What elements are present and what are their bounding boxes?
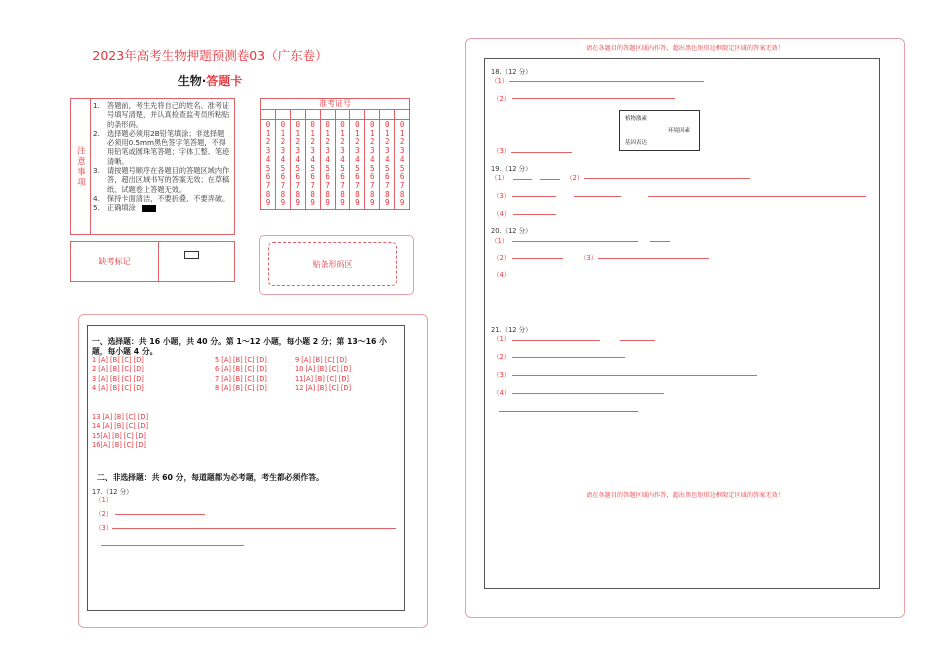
admission-digit-bubble[interactable]: 3 [355,146,360,156]
admission-digit-bubble[interactable]: 9 [280,198,286,208]
q18-part2: （2） [493,95,511,103]
admission-digit-bubble[interactable]: 7 [280,180,286,190]
admission-write-cell[interactable] [336,110,351,119]
admission-digit-bubble[interactable]: 3 [325,146,330,156]
admission-digit-bubble[interactable]: 9 [399,198,405,208]
admission-digit-bubble[interactable]: 0 [265,120,271,129]
admission-digit-bubble[interactable]: 0 [310,120,315,129]
admission-digit-bubble[interactable]: 8 [295,189,301,199]
q17-answer-line[interactable] [101,545,244,546]
admission-digit-bubble[interactable]: 9 [310,198,315,208]
admission-digit-bubble[interactable]: 4 [340,154,345,164]
q21-answer-line[interactable] [499,411,638,412]
mc-column-3 [295,356,351,394]
notes-item: 5. 正确填涂 [93,203,230,212]
q19-part1: （1） [491,174,509,182]
admission-digit-bubble[interactable]: 9 [384,198,390,208]
admission-digit-bubble[interactable]: 3 [295,146,301,156]
q20-answer-line[interactable] [512,258,563,259]
admission-digit-bubble[interactable]: 5 [384,163,390,173]
admission-digit-bubble[interactable]: 2 [295,137,301,147]
section1-heading: 一、选择题：共 16 小题，共 40 分。第 1～12 小题，每小题 2 分；第 13～16 小题，每小题 4 分。 [92,337,387,356]
mc-row[interactable]: 12 [A] [B] [C] [D] [295,384,352,393]
admission-digit-bubble[interactable]: 3 [384,146,390,156]
q20-answer-line[interactable] [512,241,638,242]
admission-write-cell[interactable] [261,110,276,119]
q21-answer-line[interactable] [512,357,625,358]
admission-digit-bubble[interactable]: 2 [384,137,390,147]
admission-digit-bubble[interactable]: 5 [310,163,315,173]
admission-digit-bubble[interactable]: 9 [295,198,301,208]
mc-row[interactable]: 9 [A] [B] [C] [D] [295,356,347,364]
admission-digit-bubble[interactable]: 3 [340,146,345,156]
admission-write-cell[interactable] [276,110,291,119]
mc-row[interactable]: 11[A] [B] [C] [D] [295,374,349,383]
mc-row[interactable]: 10 [A] [B] [C] [D] [295,365,352,374]
admission-digit-bubble[interactable]: 4 [399,154,405,164]
admission-digit-bubble[interactable]: 1 [370,128,375,138]
admission-digit-bubble[interactable]: 2 [399,137,405,147]
card-label: 答题卡 [206,74,243,88]
admission-digit-column [395,120,409,209]
admission-digit-bubble[interactable]: 6 [340,172,345,182]
admission-digit-bubble[interactable]: 8 [384,189,390,199]
admission-digit-bubble[interactable]: 8 [280,189,286,199]
admission-digit-bubble[interactable]: 0 [295,120,301,129]
q19-answer-line[interactable] [513,179,532,180]
admission-digit-bubble[interactable]: 1 [280,128,286,138]
admission-digit-bubble[interactable]: 7 [295,180,301,190]
subject-label: 生物 [177,74,202,88]
q18-label: 18.（12 分） [491,68,532,76]
mc-row[interactable]: 14 [A] [B] [C] [D] [92,422,149,431]
mc-column-2 [215,356,267,394]
admission-write-cell[interactable] [291,110,306,119]
notes-side-label: 注意事项 [75,145,86,188]
q21-part2: （2） [493,353,511,361]
admission-digit-bubble[interactable]: 2 [370,137,375,147]
admission-digit-bubble[interactable]: 8 [265,189,271,199]
notes-side [71,99,91,234]
mc-row[interactable]: 5 [A] [B] [C] [D] [215,356,267,364]
admission-digit-bubble[interactable]: 0 [340,120,345,129]
mc-row[interactable]: 2 [A] [B] [C] [D] [92,365,144,374]
admission-digit-bubble[interactable]: 7 [310,180,315,190]
admission-digit-bubble[interactable]: 4 [280,154,286,164]
admission-digit-bubble[interactable]: 5 [280,163,286,173]
admission-digit-bubble[interactable]: 9 [370,198,375,208]
q19-answer-line[interactable] [648,196,866,197]
q19-label: 19.（12 分） [491,165,532,173]
barcode-label: 贴条形码区 [268,242,397,286]
admission-digit-bubble[interactable]: 5 [399,163,405,173]
q21-part4: （4） [493,389,511,397]
admission-digit-bubble[interactable]: 3 [280,146,286,156]
q21-answer-line[interactable] [512,340,600,341]
q21-part1: （1） [493,335,511,343]
admission-label: 准考证号 [261,99,409,110]
diagram-label-gene: 基因表达 [625,140,648,146]
barcode-area [259,235,414,295]
admission-digit-bubble[interactable]: 7 [325,180,330,190]
q18-part3: （3） [493,147,511,155]
admission-digit-bubble[interactable]: 2 [325,137,330,147]
card-subtitle [60,72,360,89]
admission-digit-bubble[interactable]: 5 [355,163,360,173]
admission-digit-bubble[interactable]: 4 [370,154,375,164]
admission-write-cell[interactable] [365,110,380,119]
admission-digit-bubble[interactable]: 1 [265,128,271,138]
q21-answer-line[interactable] [620,340,655,341]
admission-digit-bubble[interactable]: 6 [384,172,390,182]
admission-digit-bubble[interactable]: 9 [355,198,360,208]
admission-digit-bubble[interactable]: 2 [265,137,271,147]
admission-digit-bubble[interactable]: 6 [325,172,330,182]
admission-digit-bubble[interactable]: 4 [384,154,390,164]
mc-row[interactable]: 1 [A] [B] [C] [D] [92,356,144,364]
page-title: 2023年高考生物押题预测卷03（广东卷） [92,48,328,63]
section2-heading: 二、非选择题：共 60 分，每道题都为必考题，考生都必须作答。 [97,473,324,482]
admission-digit-bubble[interactable]: 0 [325,120,330,129]
q17-part3: （3） [95,524,113,532]
q21-answer-line[interactable] [512,375,757,376]
admission-digit-bubble[interactable]: 6 [265,172,271,182]
admission-digit-bubble[interactable]: 0 [384,120,390,129]
admission-digit-column [336,120,351,209]
notes-item: 2. 选择题必须用2B铅笔填涂；非选择题必须用0.5mm黑色签字笔答题，不得用铅笔或圆珠笔答题；字体工整、笔迹清晰。 [93,128,230,166]
admission-digit-bubble[interactable]: 0 [280,120,286,129]
admission-digit-bubble[interactable]: 5 [325,163,330,173]
q20-part1: （1） [491,237,509,245]
q20-answer-line[interactable] [598,258,709,259]
admission-digit-bubble[interactable]: 8 [370,189,375,199]
admission-digit-bubble[interactable]: 1 [310,128,315,138]
q20-label: 20.（12 分） [491,227,532,235]
admission-digit-bubble[interactable]: 1 [399,128,405,138]
admission-digit-bubble[interactable]: 4 [310,154,315,164]
admission-write-cell[interactable] [395,110,409,119]
admission-digit-bubble[interactable]: 0 [370,120,375,129]
admission-digit-bubble[interactable]: 7 [384,180,390,190]
q18-part1: （1） [491,77,509,85]
admission-digit-bubble[interactable]: 5 [265,163,271,173]
q19-part4: （4） [493,210,511,218]
admission-digit-bubble[interactable]: 1 [355,128,360,138]
admission-digit-bubble[interactable]: 3 [310,146,315,156]
admission-digit-column [306,120,321,209]
mc-row[interactable]: 15[A] [B] [C] [D] [92,431,146,440]
subtitle-dot: · [201,74,207,88]
mc-column-1 [92,356,144,394]
absent-label: 缺考标记 [71,242,159,281]
admission-digit-column [380,120,395,209]
absent-mark-area [159,242,234,281]
mc-row[interactable]: 13 [A] [B] [C] [D] [92,413,149,421]
admission-digit-column [261,120,276,209]
q17-part1: （1） [95,496,113,504]
q20-answer-line[interactable] [650,241,670,242]
admission-digit-bubble[interactable]: 2 [340,137,345,147]
admission-bubble-columns[interactable] [261,120,409,209]
q17-part2: （2） [95,510,113,518]
q19-answer-line[interactable] [574,196,621,197]
admission-digit-bubble[interactable]: 3 [265,146,271,156]
q19-answer-line[interactable] [513,214,556,215]
q20-part2: （2） [493,254,511,262]
admission-digit-bubble[interactable]: 7 [265,180,271,190]
q17-answer-line[interactable] [115,514,205,515]
admission-digit-bubble[interactable]: 2 [310,137,315,147]
admission-digit-bubble[interactable]: 6 [399,172,405,182]
hormone-diagram [619,110,700,151]
mc-row[interactable]: 6 [A] [B] [C] [D] [215,365,267,374]
admission-write-cell[interactable] [350,110,365,119]
admission-digit-bubble[interactable]: 8 [340,189,345,199]
diagram-label-hormone: 植物激素 [625,116,648,122]
admission-digit-bubble[interactable]: 1 [325,128,330,138]
admission-digit-bubble[interactable]: 6 [370,172,375,182]
admission-write-row[interactable] [261,110,409,120]
q17-label: 17.（12 分） [92,488,133,496]
q18-answer-line[interactable] [509,81,704,82]
mc-row[interactable]: 7 [A] [B] [C] [D] [215,374,267,383]
q20-part3: （3） [580,254,598,262]
q18-answer-line[interactable] [512,98,675,99]
admission-digit-bubble[interactable]: 7 [355,180,360,190]
notes-item: 3. 请按题号顺序在各题目的答题区域内作答，超出区域书写的答案无效；在草稿纸、试题卷上答题无效。 [93,166,230,194]
admission-digit-bubble[interactable]: 9 [340,198,345,208]
admission-digit-bubble[interactable]: 4 [295,154,301,164]
absent-checkbox[interactable] [184,251,199,259]
mc-row[interactable]: 8 [A] [B] [C] [D] [215,384,267,393]
mc-row[interactable]: 3 [A] [B] [C] [D] [92,374,144,383]
admission-digit-bubble[interactable]: 6 [355,172,360,182]
notes-list [93,101,230,213]
admission-digit-bubble[interactable]: 3 [370,146,375,156]
admission-write-cell[interactable] [321,110,336,119]
admission-digit-bubble[interactable]: 0 [355,120,360,129]
q21-part3: （3） [493,371,511,379]
admission-digit-column [365,120,380,209]
admission-digit-bubble[interactable]: 1 [384,128,390,138]
admission-digit-bubble[interactable]: 7 [340,180,345,190]
admission-digit-bubble[interactable]: 1 [340,128,345,138]
admission-digit-bubble[interactable]: 4 [355,154,360,164]
q19-answer-line[interactable] [584,178,750,179]
q21-answer-line[interactable] [512,393,664,394]
admission-digit-bubble[interactable]: 0 [399,120,405,129]
admission-digit-bubble[interactable]: 1 [295,128,301,138]
admission-digit-bubble[interactable]: 9 [265,198,271,208]
admission-digit-column [321,120,336,209]
admission-digit-bubble[interactable]: 6 [280,172,286,182]
admission-digit-column [276,120,291,209]
q19-part2: （2） [566,174,584,182]
admission-digit-bubble[interactable]: 6 [310,172,315,182]
q17-answer-line[interactable] [112,528,396,529]
admission-digit-bubble[interactable]: 4 [325,154,330,164]
admission-digit-bubble[interactable]: 4 [265,154,271,164]
admission-digit-bubble[interactable]: 2 [355,137,360,147]
warning-bottom: 请在各题目的答题区域内作答，超出黑色矩形边框限定区域的答案无效！ [586,492,784,499]
mc-row[interactable]: 4 [A] [B] [C] [D] [92,384,144,393]
admission-write-cell[interactable] [380,110,395,119]
q20-part4: （4） [493,271,511,279]
admission-digit-column [291,120,306,209]
admission-write-cell[interactable] [306,110,321,119]
notes-box [70,98,235,235]
admission-digit-column [350,120,365,209]
q19-answer-line[interactable] [512,196,556,197]
admission-digit-bubble[interactable]: 2 [280,137,286,147]
notes-item: 4. 保持卡面清洁，不要折叠、不要弄破。 [93,193,230,203]
notes-item: 1. 答题前，考生先将自己的姓名、准考证号填写清楚，并认真检查监考员所粘贴的条形码。 [93,101,230,129]
admission-digit-bubble[interactable]: 8 [325,189,330,199]
warning-top: 请在各题目的答题区域内作答，超出黑色矩形边框限定区域的答案无效！ [586,45,784,52]
admission-digit-bubble[interactable]: 8 [355,189,360,199]
diagram-label-environment: 环境因素 [668,128,691,134]
mc-row[interactable]: 16[A] [B] [C] [D] [92,441,146,450]
admission-digit-bubble[interactable]: 8 [399,189,405,199]
mc-column-4 [92,413,148,451]
q19-part3: （3） [493,192,511,200]
admission-number-grid [260,98,410,210]
admission-digit-bubble[interactable]: 8 [310,189,315,199]
admission-digit-bubble[interactable]: 9 [325,198,330,208]
q19-answer-line[interactable] [540,179,560,180]
admission-digit-bubble[interactable]: 5 [295,163,301,173]
admission-digit-bubble[interactable]: 5 [370,163,375,173]
admission-digit-bubble[interactable]: 6 [295,172,301,182]
q21-label: 21.（12 分） [491,326,532,334]
filled-mark-sample [142,205,156,212]
admission-digit-bubble[interactable]: 5 [340,163,345,173]
admission-digit-bubble[interactable]: 3 [399,146,405,156]
q18-answer-line[interactable] [511,152,572,153]
admission-digit-bubble[interactable]: 7 [370,180,375,190]
absent-box [70,241,235,282]
admission-digit-bubble[interactable]: 7 [399,180,405,190]
